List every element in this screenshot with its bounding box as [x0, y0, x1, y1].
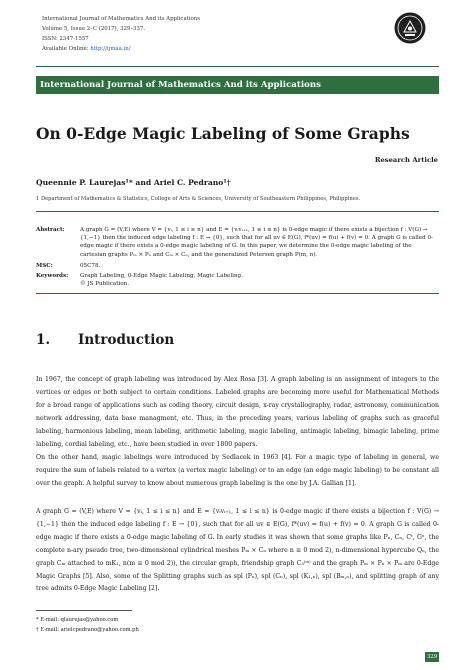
- footnote-divider: [36, 610, 132, 611]
- journal-header: [42, 14, 200, 54]
- affiliation: 1 Department of Mathematics & Statistics, College of Arts & Sciences, University of Southeastern Philippines, Philippines.: [36, 196, 361, 202]
- copyright: © JS Publication.: [80, 281, 130, 288]
- journal-banner: International Journal of Mathematics And its Applications: [36, 76, 439, 94]
- msc-label: MSC:: [36, 263, 53, 269]
- page-number: 329: [426, 654, 438, 660]
- availability: Available Online: http://ijmaa.in/: [42, 46, 131, 52]
- paragraph: In 1967, the concept of graph labeling was introduced by Alex Rosa [3]. A graph labeling is an assignment of integers to the vertices or edges or both subject to certain conditions. Labeled graphs are becoming more useful for Mathematical Methods for a broad range of applications such as coding theory, circuit design, x-ray crystallography, radar, astronomy, communication network addressing, data base managment, etc. Thus, in the preceding years, various labeling of graphs such as graceful labeling, harmonious labeling, mean labeling, arithmetic labeling, magic labeling, antimagic labeling, bimagic labeling, prime labeling, cordial labeling, etc., have been studied in over 1800 papers.: [36, 376, 439, 448]
- affiliation-divider: [36, 211, 439, 212]
- paragraph: A graph G = (V,E) where V = {vᵢ, 1 ≤ i ≤ n} and E = {vᵢvᵢ₊₁, 1 ≤ i ≤ n} is 0-edge magic if there exists a bijection f : V(G) → {1,−1} then the induced edge labeling f : E → {0}, such that for all uv ∈ E(G), f*(uv) = f(u) + f(v) = 0. A graph G is called 0-edge magic if there exists a 0-edge magic labeling of G. In early studies it was shown that some graphs like Pₙ, Cₙ, Cᵗ, Gⁿ, the complete n-ary pseudo tree, two-dimensional cylindrical meshes Pₘ × Cₙ where n ≡ 0 mod 2), n-dimensional hypercube Qₙ, the graph Cₘ attached to mK₁, n(m ≡ 0 mod 2)), the circular graph, friendship graph C₃⁽ᵐ⁾ and the graph Pₘ × Pₙ × Pₘ are 0-Edge Magic Graphs [5]. Also, some of the Splitting graphs such as spl (Pₙ), spl (Cₙ), spl (K₁,ₙ), spl (Bₘ,ₙ), and splitting graph of any tree admits 0-Edge Magic Labeling [2].: [36, 508, 439, 593]
- authors: Queennie P. Laurejas¹* and Ariel C. Pedrano¹†: [36, 178, 231, 187]
- journal-logo-icon: [393, 11, 427, 45]
- issn: ISSN: 2347-1557: [42, 36, 89, 42]
- journal-url-link[interactable]: http://ijmaa.in/: [90, 46, 131, 52]
- section-number: 1.: [36, 332, 51, 348]
- article-type: Research Article: [374, 156, 438, 164]
- section-title: Introduction: [78, 332, 175, 348]
- section-heading: [36, 332, 174, 348]
- footnote-email-2: † E-mail: arielcpedrano@yahoo.com.ph: [36, 627, 139, 633]
- keywords-label: Keywords:: [36, 273, 69, 279]
- volume-info: Volume 5, Issue 2–C (2017), 329–337.: [42, 26, 146, 32]
- paragraph: On the other hand, magic labelings were introduced by Sedlacek in 1963 [4]. For a magic type of labeling in general, we require the sum of labels related to a vertex (a vertex magic labeling) or to an edge (an edge magic labeling) to be constant all over the graph. A helpful survey to know about numerous graph labeling is the one by J.A. Gallian [1].: [36, 454, 439, 487]
- footnote-email-1: * E-mail: qlaurejas@yahoo.com: [36, 617, 119, 623]
- abstract-divider: [36, 293, 439, 294]
- msc-code: 05C78.: [80, 263, 101, 269]
- journal-name: International Journal of Mathematics And its Applications: [42, 16, 201, 22]
- paper-title: On 0-Edge Magic Labeling of Some Graphs: [36, 124, 410, 143]
- keywords-text: Graph Labeling, 0-Edge Magic Labeling, Magic Labeling.: [80, 273, 243, 279]
- header-divider: [36, 66, 439, 67]
- abstract-text: A graph G = (V,E) where V = {vᵢ, 1 ≤ i ≤ n} and E = {vᵢvᵢ₊₁, 1 ≤ i ≤ n} is 0-edge magic if there exists a bijection f : V(G) → {1,−1} then the induced edge labeling f : E → {0}, such that for all uv ∈ E(G), f*(uv) = f(u) + f(v) = 0. A graph G is called 0-edge magic if there exists a 0-edge magic labeling of G. In this paper, we determine the 0-edge magic labeling of the cartesian graphs Pₘ × Pₙ and Cₘ × Cₙ, and the generalized Petersen graph P(m, n).: [80, 227, 433, 258]
- abstract-label: Abstract:: [36, 227, 65, 233]
